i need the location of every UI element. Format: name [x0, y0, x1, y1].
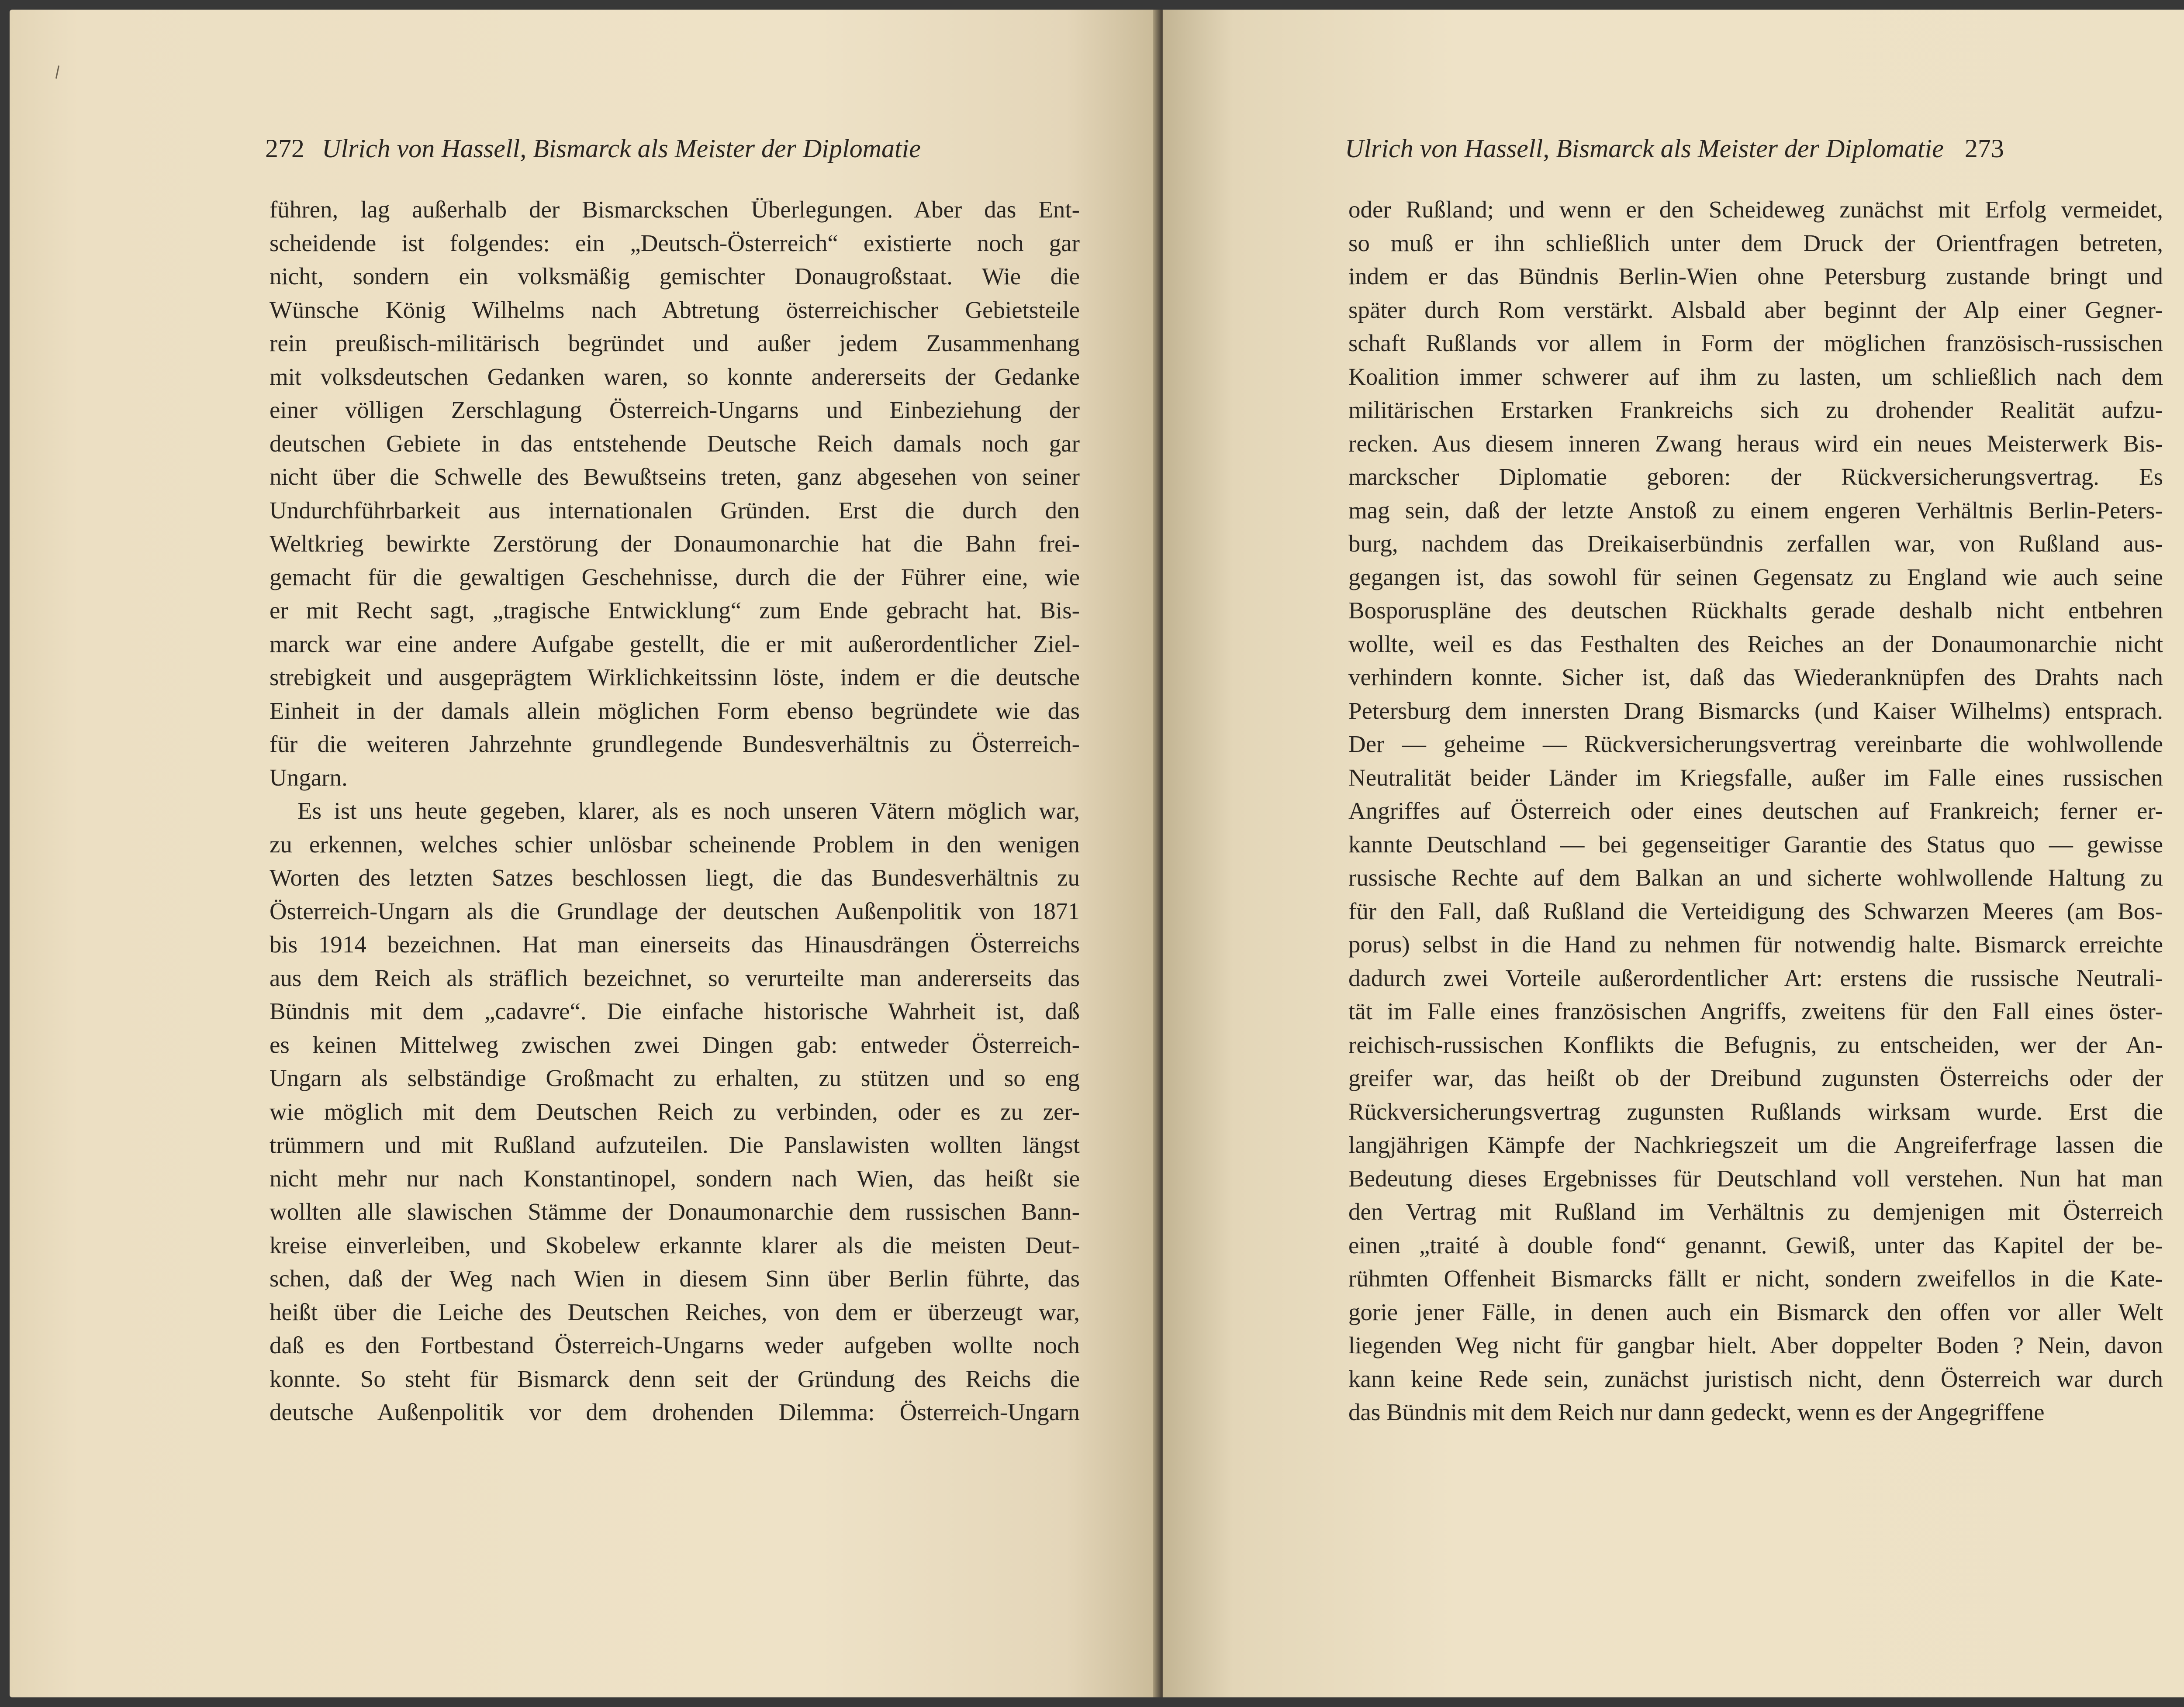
text-line: nicht über die Schwelle des Bewußtseins treten, ganz abgesehen von seiner	[270, 463, 1080, 490]
text-line: Bündnis mit dem „cadavre“. Die einfache historische Wahrheit ist, daß	[270, 998, 1080, 1024]
text-line: später durch Rom verstärkt. Alsbald aber beginnt der Alp einer Gegner-	[1348, 296, 2163, 323]
left-page	[10, 10, 1158, 1697]
text-line: mag sein, daß der letzte Anstoß zu einem engeren Verhältnis Berlin-Peters-	[1348, 497, 2163, 524]
text-line: das Bündnis mit dem Reich nur dann gedeckt, wenn es der Angegriffene	[1348, 1399, 2045, 1425]
text-line: Ungarn als selbständige Großmacht zu erhalten, zu stützen und so eng	[270, 1065, 1080, 1091]
text-line: heißt über die Leiche des Deutschen Reiches, von dem er überzeugt war,	[270, 1298, 1080, 1325]
text-line: mit volksdeutschen Gedanken waren, so konnte andererseits der Gedanke	[270, 363, 1080, 390]
text-line: kann keine Rede sein, zunächst juristisch nicht, denn Österreich war durch	[1348, 1365, 2163, 1392]
text-line: deutsche Außenpolitik vor dem drohenden Dilemma: Österreich-Ungarn	[270, 1399, 1080, 1425]
text-line: Rückversicherungsvertrag zugunsten Rußlands wirksam wurde. Erst die	[1348, 1098, 2163, 1125]
text-line: deutschen Gebiete in das entstehende Deutsche Reich damals noch gar	[270, 430, 1080, 457]
text-line: führen, lag außerhalb der Bismarckschen Überlegungen. Aber das Ent-	[270, 196, 1080, 223]
text-line: Wünsche König Wilhelms nach Abtretung österreichischer Gebietsteile	[270, 296, 1080, 323]
text-line: den Vertrag mit Rußland im Verhältnis zu demjenigen mit Österreich	[1348, 1198, 2163, 1225]
text-line: schaft Rußlands vor allem in Form der möglichen französisch-russischen	[1348, 330, 2163, 356]
left-page-number: 272	[265, 134, 304, 163]
text-line: Weltkrieg bewirkte Zerstörung der Donaumonarchie hat die Bahn frei-	[270, 530, 1080, 557]
text-line: Worten des letzten Satzes beschlossen liegt, die das Bundesverhältnis zu	[270, 864, 1080, 891]
text-line: daß es den Fortbestand Österreich-Ungarns weder aufgeben wollte noch	[270, 1332, 1080, 1359]
text-line: Es ist uns heute gegeben, klarer, als es noch unseren Vätern möglich war,	[297, 797, 1080, 824]
text-line: Österreich-Ungarn als die Grundlage der deutschen Außenpolitik von 1871	[270, 897, 1080, 924]
left-running-head: Ulrich von Hassell, Bismarck als Meister der Diplomatie	[322, 134, 921, 163]
text-line: wollten alle slawischen Stämme der Donaumonarchie dem russischen Bann-	[270, 1198, 1080, 1225]
text-line: konnte. So steht für Bismarck denn seit der Gründung des Reichs die	[270, 1365, 1080, 1392]
left-page-text	[270, 193, 1080, 1429]
text-line: Einheit in der damals allein möglichen Form ebenso begründete wie das	[270, 697, 1080, 724]
text-line: rühmten Offenheit Bismarcks fällt er nicht, sondern zweifellos in die Kate-	[1348, 1265, 2163, 1292]
text-line: er mit Recht sagt, „tragische Entwicklung“ zum Ende gebracht hat. Bis-	[270, 597, 1080, 624]
text-line: porus) selbst in die Hand zu nehmen für notwendig halte. Bismarck erreichte	[1348, 931, 2163, 958]
text-line: dadurch zwei Vorteile außerordentlicher Art: erstens die russische Neutrali-	[1348, 964, 2163, 991]
pencil-mark	[55, 66, 59, 79]
text-line: wollte, weil es das Festhalten des Reiches an der Donaumonarchie nicht	[1348, 630, 2163, 657]
text-line: Der — geheime — Rückversicherungsvertrag vereinbarte die wohlwollende	[1348, 731, 2163, 757]
text-line: recken. Aus diesem inneren Zwang heraus wird ein neues Meisterwerk Bis-	[1348, 430, 2163, 457]
text-line: schen, daß der Weg nach Wien in diesem Sinn über Berlin führte, das	[270, 1265, 1080, 1292]
text-line: marckscher Diplomatie geboren: der Rückversicherungsvertrag. Es	[1348, 463, 2163, 490]
text-line: verhindern konnte. Sicher ist, daß das Wiederanknüpfen des Drahts nach	[1348, 664, 2163, 690]
text-line: tät im Falle eines französischen Angriffs, zweitens für den Fall eines öster-	[1348, 998, 2163, 1024]
text-line: marck war eine andere Aufgabe gestellt, die er mit außerordentlicher Ziel-	[270, 630, 1080, 657]
text-line: Koalition immer schwerer auf ihm zu lasten, um schließlich nach dem	[1348, 363, 2163, 390]
text-line: wie möglich mit dem Deutschen Reich zu verbinden, oder es zu zer-	[270, 1098, 1080, 1125]
text-line: einen „traité à double fond“ genannt. Gewiß, unter das Kapitel der be-	[1348, 1231, 2163, 1259]
text-line: Neutralität beider Länder im Kriegsfalle, außer im Falle eines russischen	[1348, 764, 2163, 791]
text-line: gorie jener Fälle, in denen auch ein Bismarck den offen vor aller Welt	[1348, 1298, 2163, 1325]
text-line: reichisch-russischen Konflikts die Befugnis, zu entscheiden, wer der An-	[1348, 1031, 2163, 1058]
text-line: es keinen Mittelweg zwischen zwei Dingen gab: entweder Österreich-	[270, 1031, 1080, 1058]
text-line: aus dem Reich als sträflich bezeichnet, so verurteilte man andererseits das	[270, 964, 1080, 991]
right-page-text	[1348, 193, 2163, 1429]
text-line: Angriffes auf Österreich oder eines deutschen auf Frankreich; ferner er-	[1348, 797, 2163, 824]
text-line: einer völligen Zerschlagung Österreich-Ungarns und Einbeziehung der	[270, 397, 1080, 423]
text-line: Petersburg dem innersten Drang Bismarcks (und Kaiser Wilhelms) entsprach.	[1348, 697, 2163, 724]
right-page	[1163, 10, 2184, 1697]
text-line: rein preußisch-militärisch begründet und außer jedem Zusammenhang	[270, 330, 1080, 356]
text-line: langjährigen Kämpfe der Nachkriegszeit um die Angreiferfrage lassen die	[1348, 1131, 2163, 1158]
text-line: so muß er ihn schließlich unter dem Druck der Orientfragen betreten,	[1348, 229, 2163, 256]
text-line: nicht, sondern ein volksmäßig gemischter Donaugroßstaat. Wie die	[270, 263, 1080, 290]
text-line: strebigkeit und ausgeprägtem Wirklichkeitssinn löste, indem er die deutsche	[270, 664, 1080, 690]
text-line: militärischen Erstarken Frankreichs sich zu drohender Realität aufzu-	[1348, 397, 2163, 423]
text-line: liegenden Weg nicht für gangbar hielt. Aber doppelter Boden ? Nein, davon	[1348, 1332, 2163, 1359]
text-line: Ungarn.	[270, 764, 348, 791]
text-line: nicht mehr nur nach Konstantinopel, sondern nach Wien, das heißt sie	[270, 1165, 1080, 1192]
text-line: bis 1914 bezeichnen. Hat man einerseits das Hinausdrängen Österreichs	[270, 931, 1080, 958]
text-line: für die weiteren Jahrzehnte grundlegende Bundesverhältnis zu Österreich-	[270, 731, 1080, 757]
text-line: indem er das Bündnis Berlin-Wien ohne Petersburg zustande bringt und	[1348, 263, 2163, 290]
text-line: russische Rechte auf dem Balkan an und sicherte wohlwollende Haltung zu	[1348, 864, 2163, 891]
text-line: greifer war, das heißt ob der Dreibund zugunsten Österreichs oder der	[1348, 1065, 2163, 1091]
text-line: Undurchführbarkeit aus internationalen Gründen. Erst die durch den	[270, 497, 1080, 524]
text-line: zu erkennen, welches schier unlösbar scheinende Problem in den wenigen	[270, 831, 1080, 858]
right-page-number: 273	[1964, 134, 2004, 163]
text-line: Bedeutung dieses Ergebnisses für Deutschland voll verstehen. Nun hat man	[1348, 1165, 2163, 1192]
text-line: für den Fall, daß Rußland die Verteidigung des Schwarzen Meeres (am Bos-	[1348, 897, 2163, 924]
text-line: oder Rußland; und wenn er den Scheideweg zunächst mit Erfolg vermeidet,	[1348, 196, 2163, 223]
right-page-header	[1345, 133, 2004, 164]
text-line: trümmern und mit Rußland aufzuteilen. Die Panslawisten wollten längst	[270, 1131, 1080, 1158]
left-page-header	[265, 133, 921, 164]
text-line: Bosporuspläne des deutschen Rückhalts gerade deshalb nicht entbehren	[1348, 597, 2163, 624]
text-line: kannte Deutschland — bei gegenseitiger Garantie des Status quo — gewisse	[1348, 831, 2163, 858]
right-running-head: Ulrich von Hassell, Bismarck als Meister der Diplomatie	[1345, 134, 1944, 163]
text-line: gegangen ist, das sowohl für seinen Gegensatz zu England wie auch seine	[1348, 563, 2163, 590]
text-line: scheidende ist folgendes: ein „Deutsch-Österreich“ existierte noch gar	[270, 229, 1080, 256]
text-line: kreise einverleiben, und Skobelew erkannte klarer als die meisten Deut-	[270, 1231, 1080, 1259]
text-line: gemacht für die gewaltigen Geschehnisse, durch die der Führer eine, wie	[270, 563, 1080, 590]
text-line: burg, nachdem das Dreikaiserbündnis zerfallen war, von Rußland aus-	[1348, 530, 2163, 557]
